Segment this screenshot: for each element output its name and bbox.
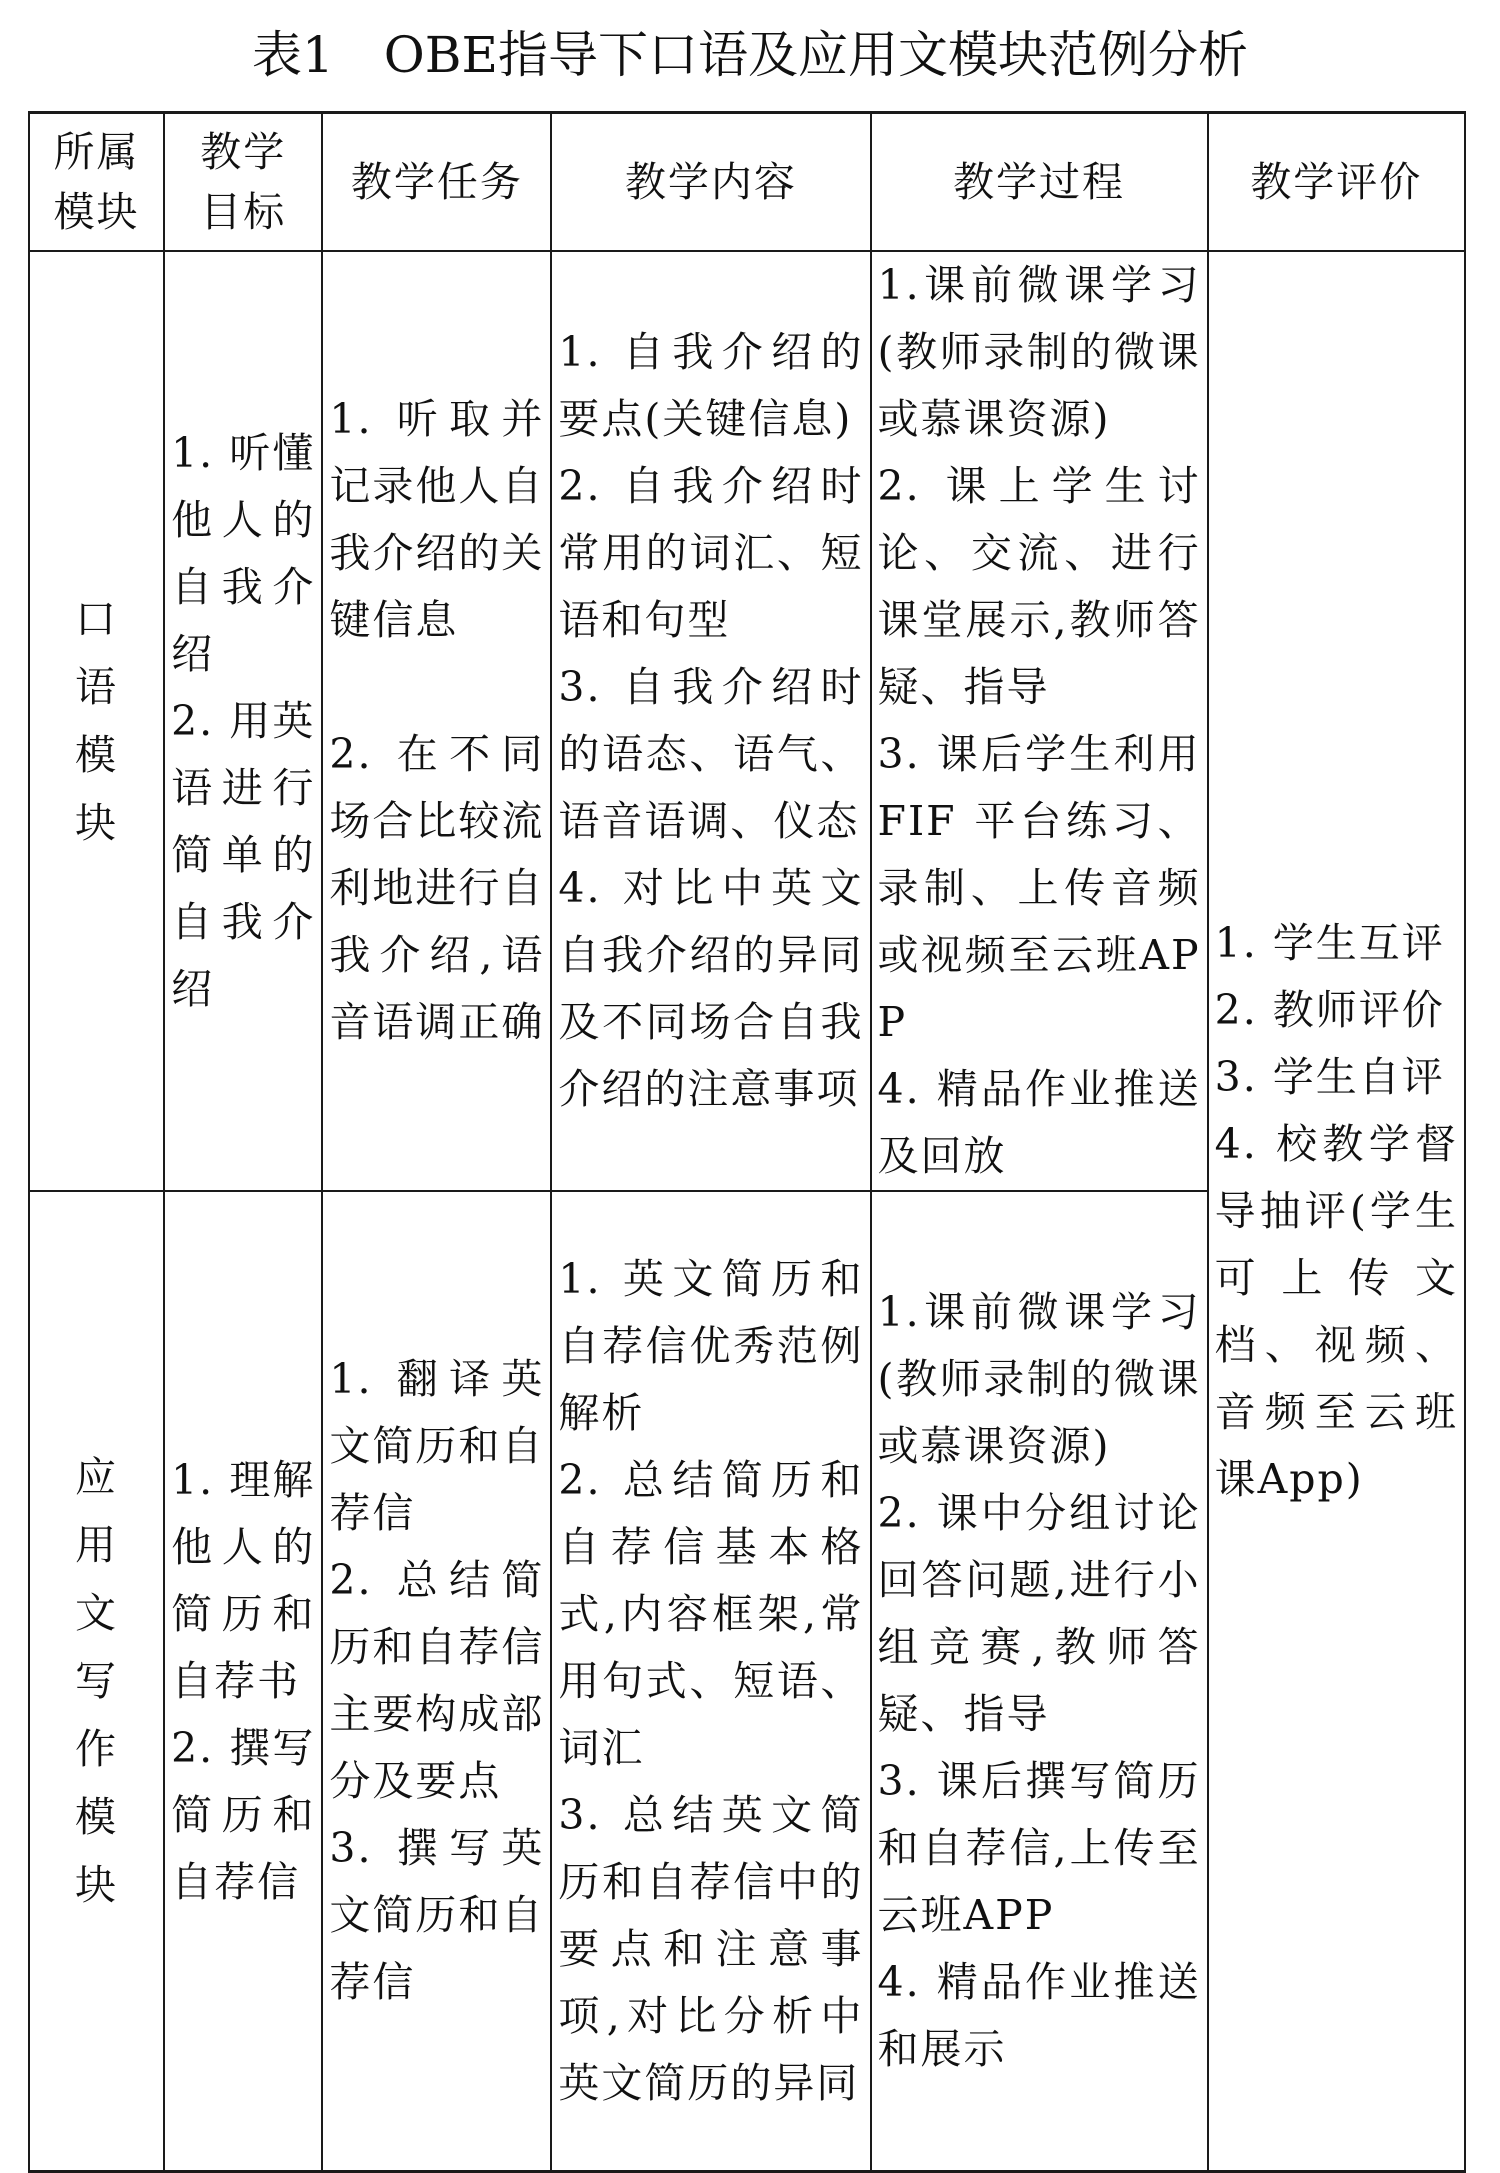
task-cell: 1. 听取并记录他人自我介绍的关键信息 2. 在不同场合比较流利地进行自我介绍,语音语调正确	[322, 251, 551, 1191]
module-cell: 应 用 文 写 作 模 块	[29, 1191, 164, 2172]
header-module: 所属 模块	[29, 113, 164, 252]
evaluation-cell: 1. 学生互评 2. 教师评价 3. 学生自评 4. 校教学督导抽评(学生可上传文档、视频、音频至云班课App)	[1208, 251, 1465, 2172]
header-evaluation: 教学评价	[1208, 113, 1465, 252]
process-cell: 1.课前微课学习(教师录制的微课或慕课资源) 2. 课中分组讨论回答问题,进行小组竞赛,教师答疑、指导 3. 课后撰写简历和自荐信,上传至云班APP 4. 精品作业推送和展示	[871, 1191, 1208, 2172]
table-row	[29, 251, 1465, 1191]
task-cell: 1. 翻译英文简历和自荐信 2. 总结简历和自荐信主要构成部分及要点 3. 撰写英文简历和自荐信	[322, 1191, 551, 2172]
header-row	[29, 113, 1465, 252]
header-goal: 教学 目标	[164, 113, 322, 252]
content-cell: 1. 自我介绍的要点(关键信息) 2. 自我介绍时常用的词汇、短语和句型 3. 自我介绍时的语态、语气、语音语调、仪态 4. 对比中英文自我介绍的异同及不同场合自我介绍的注意事项	[551, 251, 870, 1191]
header-process: 教学过程	[871, 113, 1208, 252]
header-task: 教学任务	[322, 113, 551, 252]
process-cell: 1.课前微课学习(教师录制的微课或慕课资源) 2. 课上学生讨论、交流、进行课堂展示,教师答疑、指导 3. 课后学生利用 FIF 平台练习、录制、上传音频或视频至云班APP 4. 精品作业推送及回放	[871, 251, 1208, 1191]
analysis-table	[28, 111, 1466, 2173]
module-cell: 口 语 模 块	[29, 251, 164, 1191]
table-title: 表1 OBE指导下口语及应用文模块范例分析	[251, 26, 1249, 84]
goal-cell: 1. 理解他人的简历和自荐书 2. 撰写简历和自荐信	[164, 1191, 322, 2172]
header-content: 教学内容	[551, 113, 870, 252]
content-cell: 1. 英文简历和自荐信优秀范例解析 2. 总结简历和自荐信基本格式,内容框架,常用句式、短语、词汇 3. 总结英文简历和自荐信中的要点和注意事项,对比分析中英文简历的异同	[551, 1191, 870, 2172]
goal-cell: 1. 听懂他人的自我介绍 2. 用英语进行简单的自我介绍	[164, 251, 322, 1191]
